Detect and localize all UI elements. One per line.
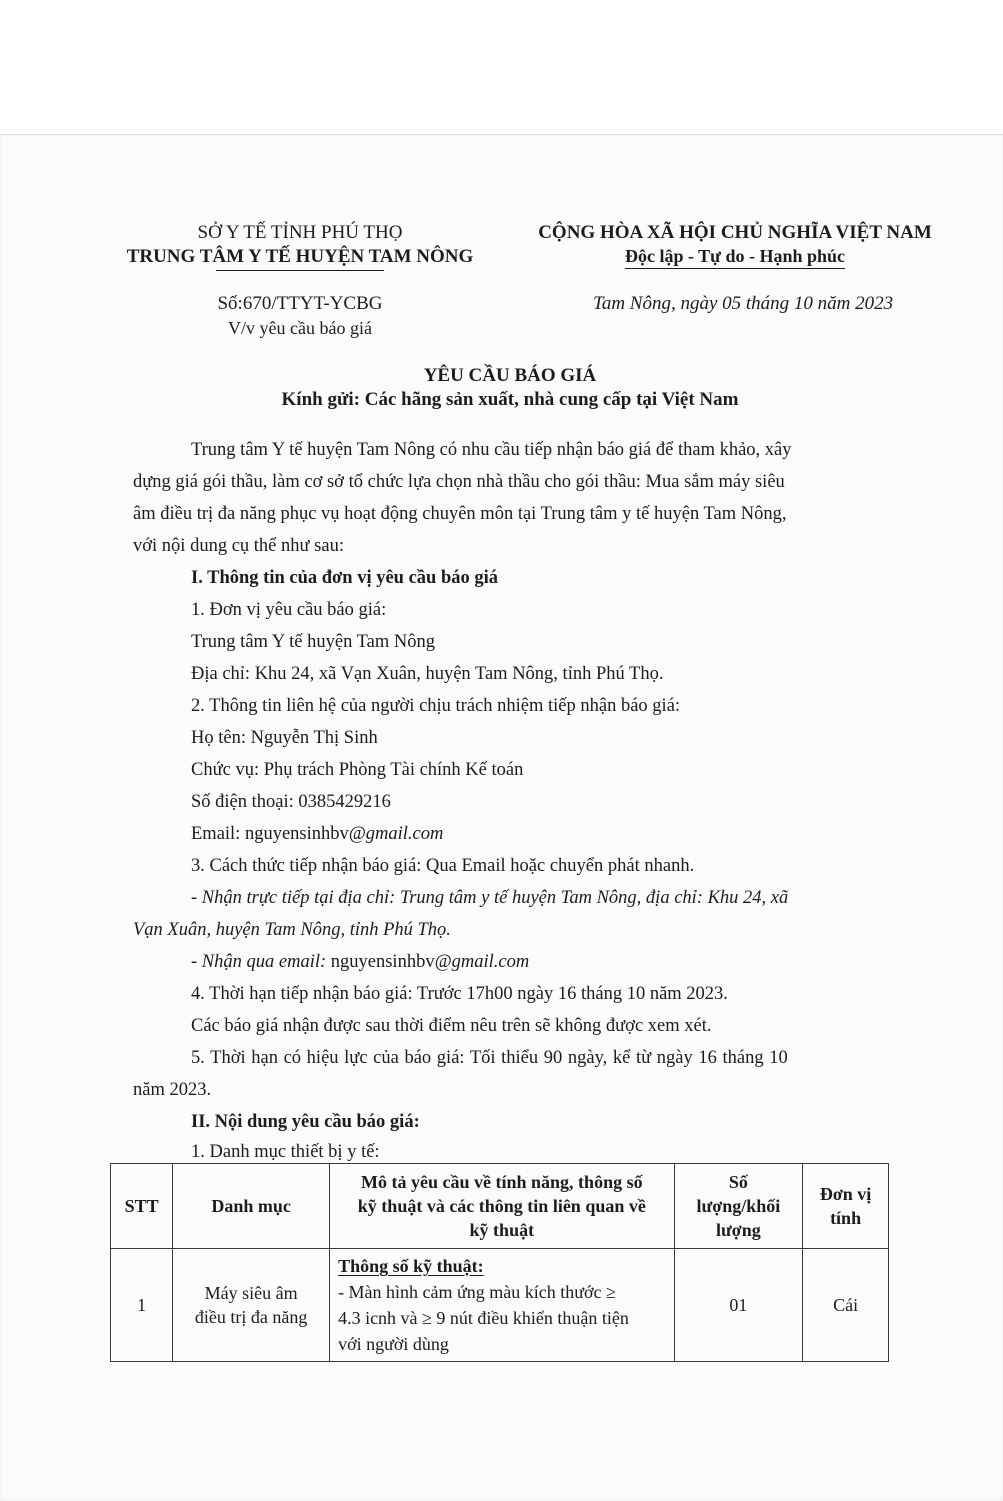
header-description xyxy=(330,1164,675,1249)
contact-email-user: Email: nguyensinhbv xyxy=(191,824,349,844)
direct-receipt-line-1: - Nhận trực tiếp tại địa chỉ: Trung tâm y tế huyện Tam Nông, địa chỉ: Khu 24, xã xyxy=(191,888,789,908)
header-quantity xyxy=(674,1164,803,1249)
cell-description xyxy=(330,1249,675,1362)
email-receipt xyxy=(191,953,529,972)
cell-category xyxy=(173,1249,330,1362)
validity-line-1: 5. Thời hạn có hiệu lực của báo giá: Tối thiểu 90 ngày, kể từ ngày 16 tháng 10 xyxy=(191,1048,788,1068)
intro-line-1: Trung tâm Y tế huyện Tam Nông có nhu cầu tiếp nhận báo giá để tham khảo, xây xyxy=(191,440,792,460)
validity-line-2: năm 2023. xyxy=(133,1080,212,1100)
section-2-heading: II. Nội dung yêu cầu báo giá: xyxy=(191,1112,420,1132)
national-motto xyxy=(510,246,960,269)
email-receipt-user: nguyensinhbv xyxy=(326,952,435,972)
cell-category-line-2: điều trị đa năng xyxy=(194,1307,308,1328)
cell-stt: 1 xyxy=(111,1249,173,1362)
requesting-unit-label: 1. Đơn vị yêu cầu báo giá: xyxy=(191,600,387,620)
spec-line-2: 4.3 icnh và ≥ 9 nút điều khiển thuận tiện xyxy=(338,1308,629,1329)
header-description-line-2: kỹ thuật và các thông tin liên quan về xyxy=(357,1195,646,1216)
spec-line-3: với người dùng xyxy=(338,1334,449,1355)
header-stt: STT xyxy=(111,1164,173,1249)
equipment-list-label: 1. Danh mục thiết bị y tế: xyxy=(191,1142,380,1162)
receiving-method: 3. Cách thức tiếp nhận báo giá: Qua Email hoặc chuyển phát nhanh. xyxy=(191,856,695,876)
header-unit xyxy=(803,1164,889,1249)
email-receipt-label: - Nhận qua email: xyxy=(191,952,327,972)
table-row xyxy=(111,1249,889,1362)
requesting-unit-name: Trung tâm Y tế huyện Tam Nông xyxy=(191,632,435,652)
spec-line-1: - Màn hình cảm ứng màu kích thước ≥ xyxy=(338,1282,616,1303)
deadline-note: Các báo giá nhận được sau thời điểm nêu trên sẽ không được xem xét. xyxy=(191,1016,712,1036)
contact-email xyxy=(191,825,443,844)
contact-email-domain: @gmail.com xyxy=(348,824,444,844)
organization-name-text: TRUNG TÂM Y TẾ HUYỆN TAM NÔNG xyxy=(126,246,474,267)
contact-position: Chức vụ: Phụ trách Phòng Tài chính Kế toán xyxy=(191,760,524,780)
national-motto-text: Độc lập - Tự do - Hạnh phúc xyxy=(625,246,845,269)
contact-name: Họ tên: Nguyễn Thị Sinh xyxy=(191,728,378,748)
cell-unit: Cái xyxy=(803,1249,889,1362)
place-and-date: Tam Nông, ngày 05 tháng 10 năm 2023 xyxy=(593,293,894,314)
intro-line-4: với nội dung cụ thể như sau: xyxy=(133,536,344,556)
deadline: 4. Thời hạn tiếp nhận báo giá: Trước 17h00 ngày 16 tháng 10 năm 2023. xyxy=(191,984,728,1004)
table-header-row xyxy=(111,1164,889,1249)
header-unit-line-2: tính xyxy=(830,1208,862,1228)
document-subject: V/v yêu cầu báo giá xyxy=(228,318,372,338)
organization-name xyxy=(100,246,500,268)
document-title: YÊU CẦU BÁO GIÁ xyxy=(423,365,597,386)
department-name: SỞ Y TẾ TỈNH PHÚ THỌ xyxy=(197,222,403,243)
section-1-heading: I. Thông tin của đơn vị yêu cầu báo giá xyxy=(191,568,499,588)
requesting-unit-address: Địa chỉ: Khu 24, xã Vạn Xuân, huyện Tam Nông, tỉnh Phú Thọ. xyxy=(191,664,664,684)
header-quantity-line-3: lượng xyxy=(715,1220,761,1241)
header-unit-line-1: Đơn vị xyxy=(819,1183,872,1204)
cell-category-line-1: Máy siêu âm xyxy=(204,1282,298,1303)
recipient-line: Kính gửi: Các hãng sản xuất, nhà cung cấp tại Việt Nam xyxy=(281,389,739,410)
header-description-line-1: Mô tả yêu cầu về tính năng, thông số xyxy=(361,1171,643,1192)
header-quantity-line-2: lượng/khối xyxy=(696,1195,781,1216)
document-number: Số:670/TTYT-YCBG xyxy=(217,293,383,314)
intro-line-2: dựng giá gói thầu, làm cơ sở tổ chức lựa chọn nhà thầu cho gói thầu: Mua sắm máy siêu xyxy=(133,472,785,492)
viewer-top-margin xyxy=(0,0,1003,134)
contact-info-label: 2. Thông tin liên hệ của người chịu trách nhiệm tiếp nhận báo giá: xyxy=(191,696,681,716)
organization-underline xyxy=(216,270,384,271)
header-description-line-3: kỹ thuật xyxy=(469,1220,535,1241)
direct-receipt-line-2: Vạn Xuân, huyện Tam Nông, tỉnh Phú Thọ. xyxy=(133,920,451,940)
equipment-table xyxy=(110,1163,889,1362)
intro-line-3: âm điều trị đa năng phục vụ hoạt động chuyên môn tại Trung tâm y tế huyện Tam Nông, xyxy=(133,504,787,524)
cell-quantity: 01 xyxy=(674,1249,803,1362)
national-title: CỘNG HÒA XÃ HỘI CHỦ NGHĨA VIỆT NAM xyxy=(538,222,932,243)
header-category: Danh mục xyxy=(173,1164,330,1249)
header-quantity-line-1: Số xyxy=(728,1171,748,1192)
email-receipt-domain: @gmail.com xyxy=(434,952,530,972)
spec-heading: Thông số kỹ thuật: xyxy=(338,1256,484,1276)
contact-phone: Số điện thoại: 0385429216 xyxy=(191,792,391,812)
